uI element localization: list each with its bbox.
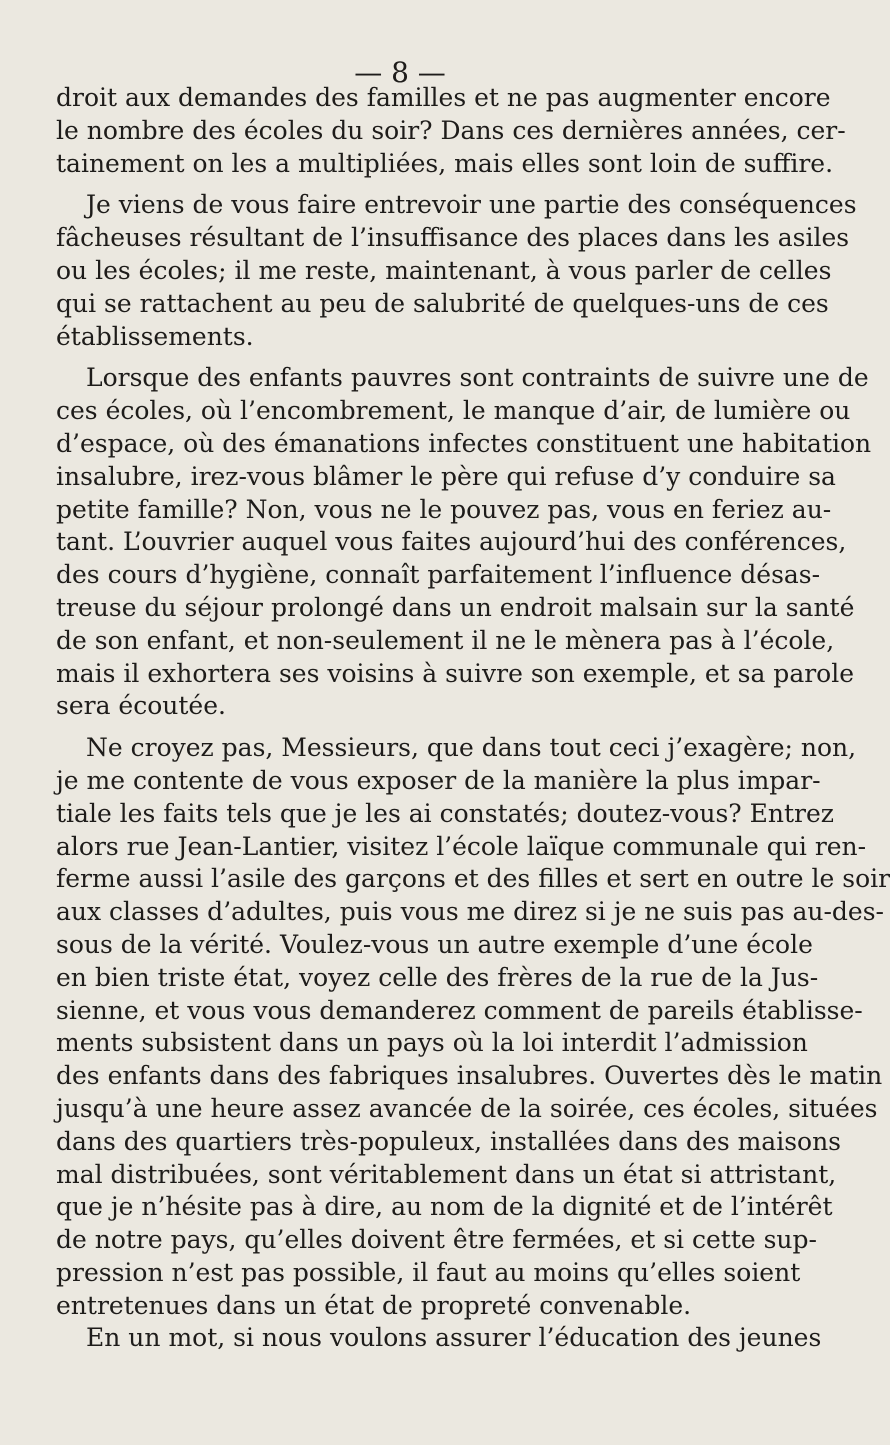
text-line: entretenues dans un état de propreté convenable. [56,1290,692,1320]
text-line: des enfants dans des fabriques insalubres. Ouvertes dès le matin [56,1061,883,1091]
text-line: de son enfant, et non-seulement il ne le mènera pas à l’école, [56,625,835,655]
text-line: dans des quartiers très-populeux, installées dans des maisons [56,1126,842,1156]
text-line: ces écoles, où l’encombrement, le manque d’air, de lumière ou [56,396,851,426]
text-line: treuse du séjour prolongé dans un endroit malsain sur la santé [56,592,855,622]
text-line: pression n’est pas possible, il faut au moins qu’elles soient [56,1257,801,1287]
text-line: des cours d’hygiène, connaît parfaitement l’influence désas- [56,560,821,590]
text-line: sera écoutée. [56,691,226,721]
text-line: tant. L’ouvrier auquel vous faites aujourd’hui des conférences, [56,527,847,557]
text-line: sienne, et vous vous demanderez comment de pareils établisse- [56,995,863,1025]
text-line: petite famille? Non, vous ne le pouvez pas, vous en feriez au- [56,494,832,524]
text-line: jusqu’à une heure assez avancée de la soirée, ces écoles, situées [56,1093,878,1123]
page-number: — 8 — [354,56,446,89]
text-line: ou les écoles; il me reste, maintenant, à vous parler de celles [56,255,832,285]
text-line: droit aux demandes des familles et ne pas augmenter encore [56,83,831,112]
text-line: je me contente de vous exposer de la manière la plus impar- [56,765,821,795]
text-line: insalubre, irez-vous blâmer le père qui refuse d’y conduire sa [56,461,836,491]
text-line: En un mot, si nous voulons assurer l’éducation des jeunes [86,1323,822,1353]
paragraph-4 [56,732,890,1322]
paragraph-1 [56,82,846,180]
text-line: mal distribuées, sont véritablement dans un état si attristant, [56,1159,837,1189]
paragraph-5 [56,1322,822,1355]
text-line: tiale les faits tels que je les ai constatés; doutez-vous? Entrez [56,798,834,828]
text-line: qui se rattachent au peu de salubrité de quelques-uns de ces [56,288,829,318]
text-line: fâcheuses résultant de l’insuffisance des places dans les asiles [56,223,850,253]
text-line: Lorsque des enfants pauvres sont contraints de suivre une de [86,363,869,393]
text-line: le nombre des écoles du soir? Dans ces dernières années, cer- [56,115,846,145]
text-line: tainement on les a multipliées, mais elles sont loin de suffire. [56,148,834,178]
text-line: Ne croyez pas, Messieurs, que dans tout ceci j’exagère; non, [86,733,857,763]
text-line: alors rue Jean-Lantier, visitez l’école laïque communale qui ren- [56,831,867,861]
text-line: établissements. [56,321,254,351]
text-line: Je viens de vous faire entrevoir une partie des conséquences [86,190,857,220]
text-line: mais il exhortera ses voisins à suivre son exemple, et sa parole [56,658,855,688]
paragraph-3 [56,362,872,723]
text-line: ments subsistent dans un pays où la loi interdit l’admission [56,1028,808,1058]
text-line: que je n’hésite pas à dire, au nom de la dignité et de l’intérêt [56,1192,833,1222]
text-line: sous de la vérité. Voulez-vous un autre exemple d’une école [56,929,813,959]
text-line: d’espace, où des émanations infectes constituent une habitation [56,428,872,458]
text-line: ferme aussi l’asile des garçons et des filles et sert en outre le soir [56,864,890,894]
body-text [56,82,890,1355]
text-line: en bien triste état, voyez celle des frères de la rue de la Jus- [56,962,819,992]
text-line: aux classes d’adultes, puis vous me direz si je ne suis pas au-des- [56,897,884,927]
paragraph-2 [56,189,857,353]
text-line: de notre pays, qu’elles doivent être fermées, et si cette sup- [56,1225,817,1255]
